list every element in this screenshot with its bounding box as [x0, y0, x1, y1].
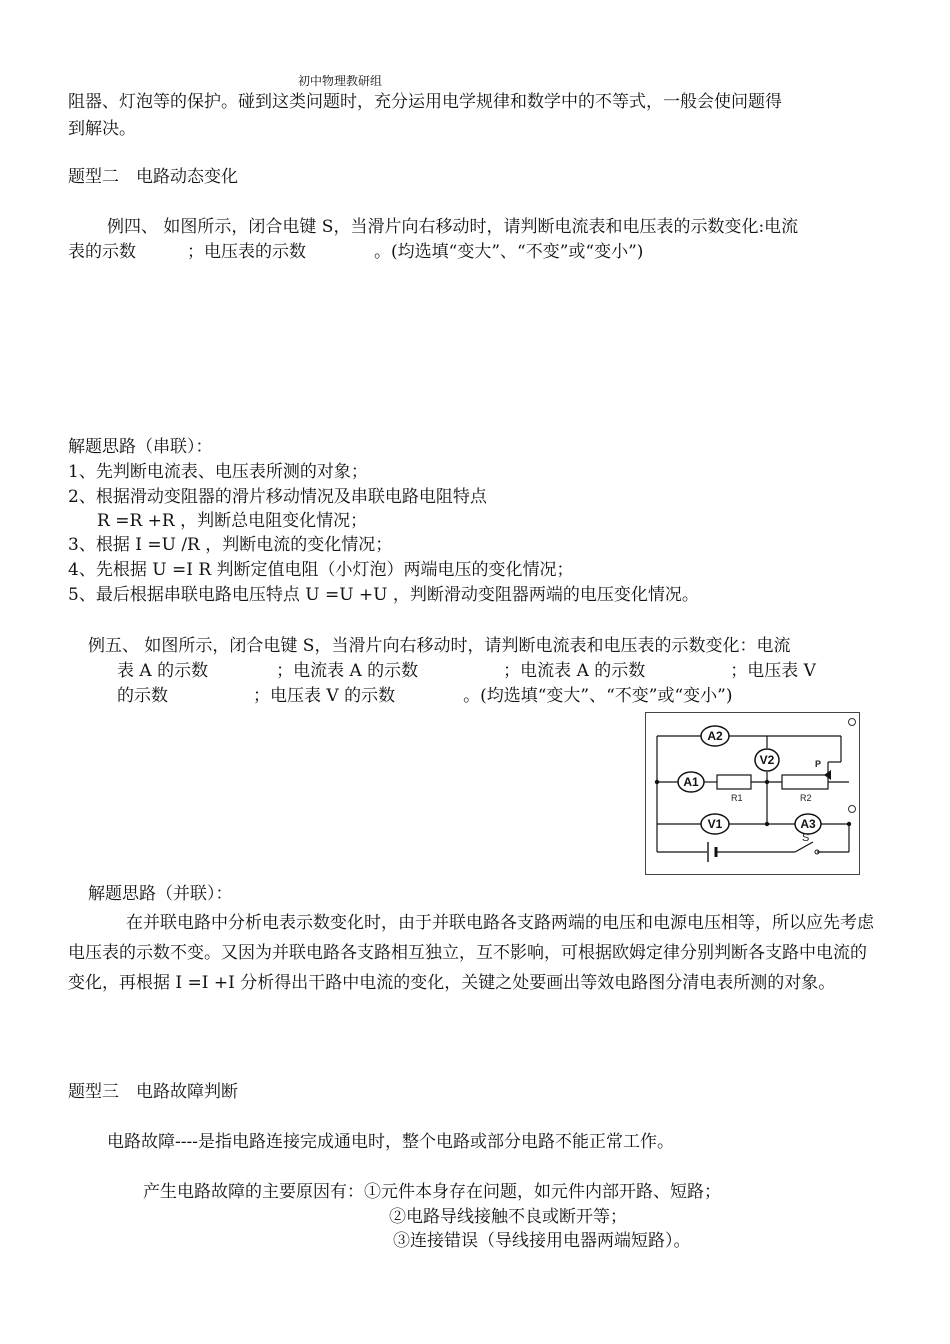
section-3-title: 题型三 电路故障判断	[68, 1082, 238, 1102]
intro-line-2: 到解决。	[68, 119, 136, 139]
page-header: 初中物理教研组	[298, 74, 383, 88]
label-s: S	[802, 832, 810, 844]
label-p: P	[815, 759, 822, 769]
rheostat-r2	[782, 775, 828, 789]
series-step-5: 5、最后根据串联电路电压特点 U =U +U ，判断滑动变阻器两端的电压变化情况。	[68, 585, 699, 605]
fault-cause-2: ②电路导线接触不良或断开等；	[389, 1207, 627, 1227]
example-5-line-1: 例五、 如图所示，闭合电键 S，当滑片向右移动时，请判断电流表和电压表的示数变化：电流	[88, 636, 791, 656]
fault-causes-lead: 产生电路故障的主要原因有：①元件本身存在问题，如元件内部开路、短路；	[143, 1182, 721, 1202]
voltmeter-v1: V1	[707, 817, 723, 831]
series-step-4: 4、先根据 U =I R 判断定值电阻（小灯泡）两端电压的变化情况；	[68, 560, 574, 580]
parallel-paragraph: 在并联电路中分析电表示数变化时，由于并联电路各支路两端的电压和电源电压相等，所以应先考虑电压表的示数不变。又因为并联电路各支路相互独立，互不影响，可根据欧姆定律分别判断各支路中电流的变化，再根据 I =I +I 分析得出干路中电流的变化，关键之处要画出等效电路图分清电表所测的对象。	[68, 913, 874, 993]
series-step-3: 3、根据 I =U /R ，判断电流的变化情况；	[68, 535, 393, 555]
section-2-title: 题型二 电路动态变化	[68, 167, 238, 187]
ammeter-a2: A2	[707, 729, 723, 743]
example-5-line-3: 的示数 ；电压表 V 的示数 。(均选填“变大”、“不变”或“变小”)	[117, 686, 733, 706]
series-title: 解题思路（串联）：	[68, 437, 213, 457]
series-formula-r: R =R +R ，判断总电阻变化情况；	[97, 511, 368, 531]
example-4-line-2: 表的示数 ；电压表的示数 。(均选填“变大”、“不变”或“变小”)	[68, 242, 644, 262]
series-step-2: 2、根据滑动变阻器的滑片移动情况及串联电路电阻特点	[68, 487, 487, 507]
series-step-1: 1、先判断电流表、电压表所测的对象；	[68, 462, 368, 482]
voltmeter-v2: V2	[759, 753, 775, 767]
resistor-r1	[717, 775, 751, 789]
circuit-diagram	[645, 712, 860, 875]
label-r2: R2	[800, 793, 812, 803]
ammeter-a1: A1	[683, 775, 699, 789]
ammeter-a3: A3	[800, 817, 816, 831]
label-r1: R1	[731, 793, 743, 803]
fault-cause-3: ③连接错误（导线接用电器两端短路）。	[393, 1231, 691, 1251]
intro-line-1: 阻器、灯泡等的保护。碰到这类问题时，充分运用电学规律和数学中的不等式，一般会使问题得	[68, 92, 782, 112]
fault-definition: 电路故障----是指电路连接完成通电时，整个电路或部分电路不能正常工作。	[107, 1132, 674, 1152]
example-5-line-2: 表 A 的示数 ；电流表 A 的示数 ；电流表 A 的示数 ；电压表 V	[117, 661, 816, 681]
example-4-line-1: 例四、 如图所示，闭合电键 S，当滑片向右移动时，请判断电流表和电压表的示数变化:电流	[107, 217, 799, 237]
parallel-title: 解题思路（并联）：	[88, 884, 233, 904]
